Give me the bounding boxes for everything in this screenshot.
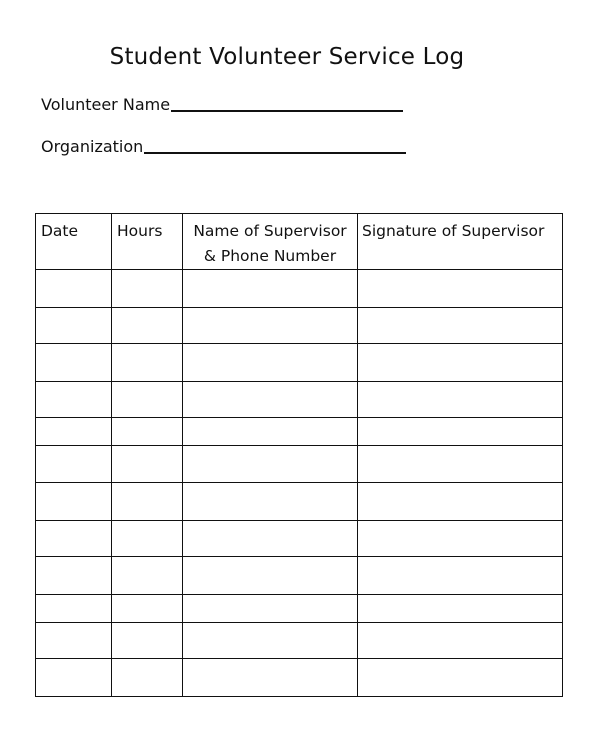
cell-supervisor[interactable] [183, 482, 358, 520]
cell-signature[interactable] [358, 446, 563, 483]
cell-signature[interactable] [358, 659, 563, 697]
table-row [36, 622, 563, 659]
cell-date[interactable] [36, 446, 112, 483]
cell-supervisor[interactable] [183, 520, 358, 557]
service-log-table [35, 213, 563, 697]
table-row [36, 381, 563, 418]
cell-hours[interactable] [112, 381, 183, 418]
cell-signature[interactable] [358, 270, 563, 308]
header-supervisor [183, 214, 358, 270]
cell-signature[interactable] [358, 482, 563, 520]
volunteer-name-blank-line[interactable] [171, 109, 403, 112]
cell-supervisor[interactable] [183, 557, 358, 595]
cell-signature[interactable] [358, 381, 563, 418]
table-row [36, 659, 563, 697]
header-supervisor-line2: & Phone Number [203, 247, 337, 265]
cell-date[interactable] [36, 418, 112, 446]
table-row [36, 594, 563, 622]
table-row [36, 418, 563, 446]
cell-date[interactable] [36, 594, 112, 622]
organization-field [41, 137, 406, 156]
cell-supervisor[interactable] [183, 446, 358, 483]
cell-supervisor[interactable] [183, 594, 358, 622]
cell-signature[interactable] [358, 418, 563, 446]
cell-signature[interactable] [358, 520, 563, 557]
cell-signature[interactable] [358, 307, 563, 344]
table-row [36, 344, 563, 382]
cell-signature[interactable] [358, 594, 563, 622]
cell-supervisor[interactable] [183, 659, 358, 697]
cell-date[interactable] [36, 381, 112, 418]
table-row [36, 482, 563, 520]
cell-supervisor[interactable] [183, 270, 358, 308]
header-hours: Hours [112, 214, 183, 270]
cell-supervisor[interactable] [183, 381, 358, 418]
cell-signature[interactable] [358, 622, 563, 659]
header-signature: Signature of Supervisor [358, 214, 563, 270]
table-body [36, 270, 563, 697]
cell-hours[interactable] [112, 270, 183, 308]
header-supervisor-line1: Name of Supervisor [193, 222, 347, 240]
cell-supervisor[interactable] [183, 418, 358, 446]
table-header-row [36, 214, 563, 270]
cell-hours[interactable] [112, 594, 183, 622]
cell-date[interactable] [36, 520, 112, 557]
header-date: Date [36, 214, 112, 270]
cell-signature[interactable] [358, 344, 563, 382]
table-row [36, 557, 563, 595]
cell-hours[interactable] [112, 557, 183, 595]
organization-label: Organization [41, 137, 144, 156]
cell-supervisor[interactable] [183, 344, 358, 382]
table-row [36, 307, 563, 344]
cell-hours[interactable] [112, 482, 183, 520]
cell-hours[interactable] [112, 344, 183, 382]
volunteer-name-label: Volunteer Name [41, 95, 171, 114]
cell-date[interactable] [36, 557, 112, 595]
cell-date[interactable] [36, 482, 112, 520]
cell-hours[interactable] [112, 659, 183, 697]
table-row [36, 520, 563, 557]
table-row [36, 270, 563, 308]
cell-hours[interactable] [112, 446, 183, 483]
cell-hours[interactable] [112, 307, 183, 344]
organization-blank-line[interactable] [144, 151, 406, 154]
cell-date[interactable] [36, 344, 112, 382]
cell-date[interactable] [36, 659, 112, 697]
page-title: Student Volunteer Service Log [109, 44, 465, 70]
volunteer-name-field [41, 95, 403, 114]
table-row [36, 446, 563, 483]
cell-hours[interactable] [112, 418, 183, 446]
cell-supervisor[interactable] [183, 622, 358, 659]
cell-date[interactable] [36, 622, 112, 659]
cell-supervisor[interactable] [183, 307, 358, 344]
cell-hours[interactable] [112, 622, 183, 659]
cell-hours[interactable] [112, 520, 183, 557]
cell-date[interactable] [36, 270, 112, 308]
cell-date[interactable] [36, 307, 112, 344]
cell-signature[interactable] [358, 557, 563, 595]
